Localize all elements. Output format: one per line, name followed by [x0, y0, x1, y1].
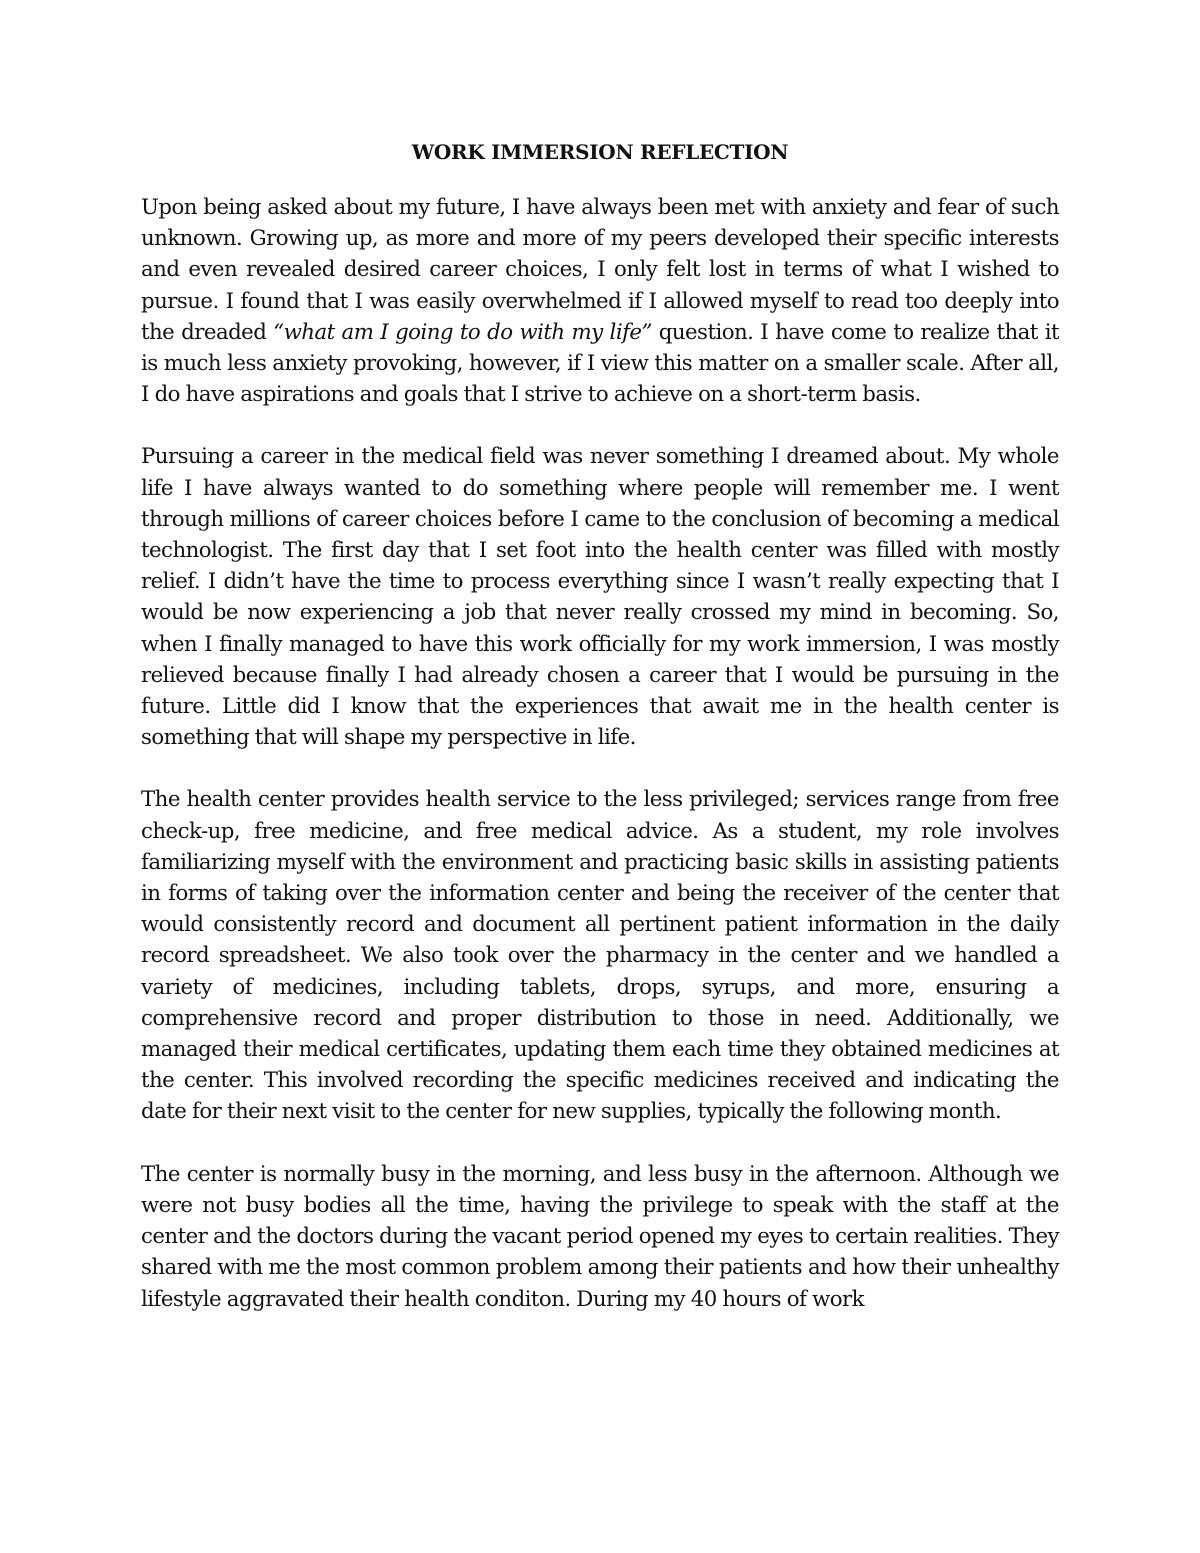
- paragraph-1-italic-quote: “what am I going to do with my life”: [273, 319, 652, 345]
- paragraph-1: [141, 192, 1059, 410]
- paragraph-1-text-end: question. I have come to realize that it is much less anxiety provoking, however, if I view this matter on a smaller scale. After all, I do have aspirations and goals that I strive to achieve on a short-term basis.: [141, 319, 1059, 408]
- paragraph-2: Pursuing a career in the medical field was never something I dreamed about. My whole life I have always wanted to do something where people will remember me. I went through millions of career choices before I came to the conclusion of becoming a medical technologist. The first day that I set foot into the health center was filled with mostly relief. I didn’t have the time to process everything since I wasn’t really expecting that I would be now experiencing a job that never really crossed my mind in becoming. So, when I finally managed to have this work officially for my work immersion, I was mostly relieved because finally I had already chosen a career that I would be pursuing in the future. Little did I know that the experiences that await me in the health center is something that will shape my perspective in life.: [141, 444, 1059, 751]
- document-page: [141, 140, 1059, 1346]
- paragraph-3: The health center provides health service to the less privileged; services range from free check-up, free medicine, and free medical advice. As a student, my role involves familiarizing myself with the environment and practicing basic skills in assisting patients in forms of taking over the information center and being the receiver of the center that would consistently record and document all pertinent patient information in the daily record spreadsheet. We also took over the pharmacy in the center and we handled a variety of medicines, including tablets, drops, syrups, and more, ensuring a comprehensive record and proper distribution to those in need. Additionally, we managed their medical certificates, updating them each time they obtained medicines at the center. This involved recording the specific medicines received and indicating the date for their next visit to the center for new supplies, typically the following month.: [141, 787, 1059, 1125]
- paragraph-1-text-start: Upon being asked about my future, I have always been met with anxiety and fear of such unknown. Growing up, as more and more of my peers developed their specific interests and even revealed desired career choices, I only felt lost in terms of what I wished to pursue. I found that I was easily overwhelmed if I allowed myself to read too deeply into the dreaded: [141, 195, 1059, 345]
- document-title: WORK IMMERSION REFLECTION: [411, 140, 789, 164]
- paragraph-4: The center is normally busy in the morning, and less busy in the afternoon. Although we were not busy bodies all the time, having the privilege to speak with the staff at the center and the doctors during the vacant period opened my eyes to certain realities. They shared with me the most common problem among their patients and how their unhealthy lifestyle aggravated their health conditon. During my 40 hours of work: [141, 1161, 1059, 1312]
